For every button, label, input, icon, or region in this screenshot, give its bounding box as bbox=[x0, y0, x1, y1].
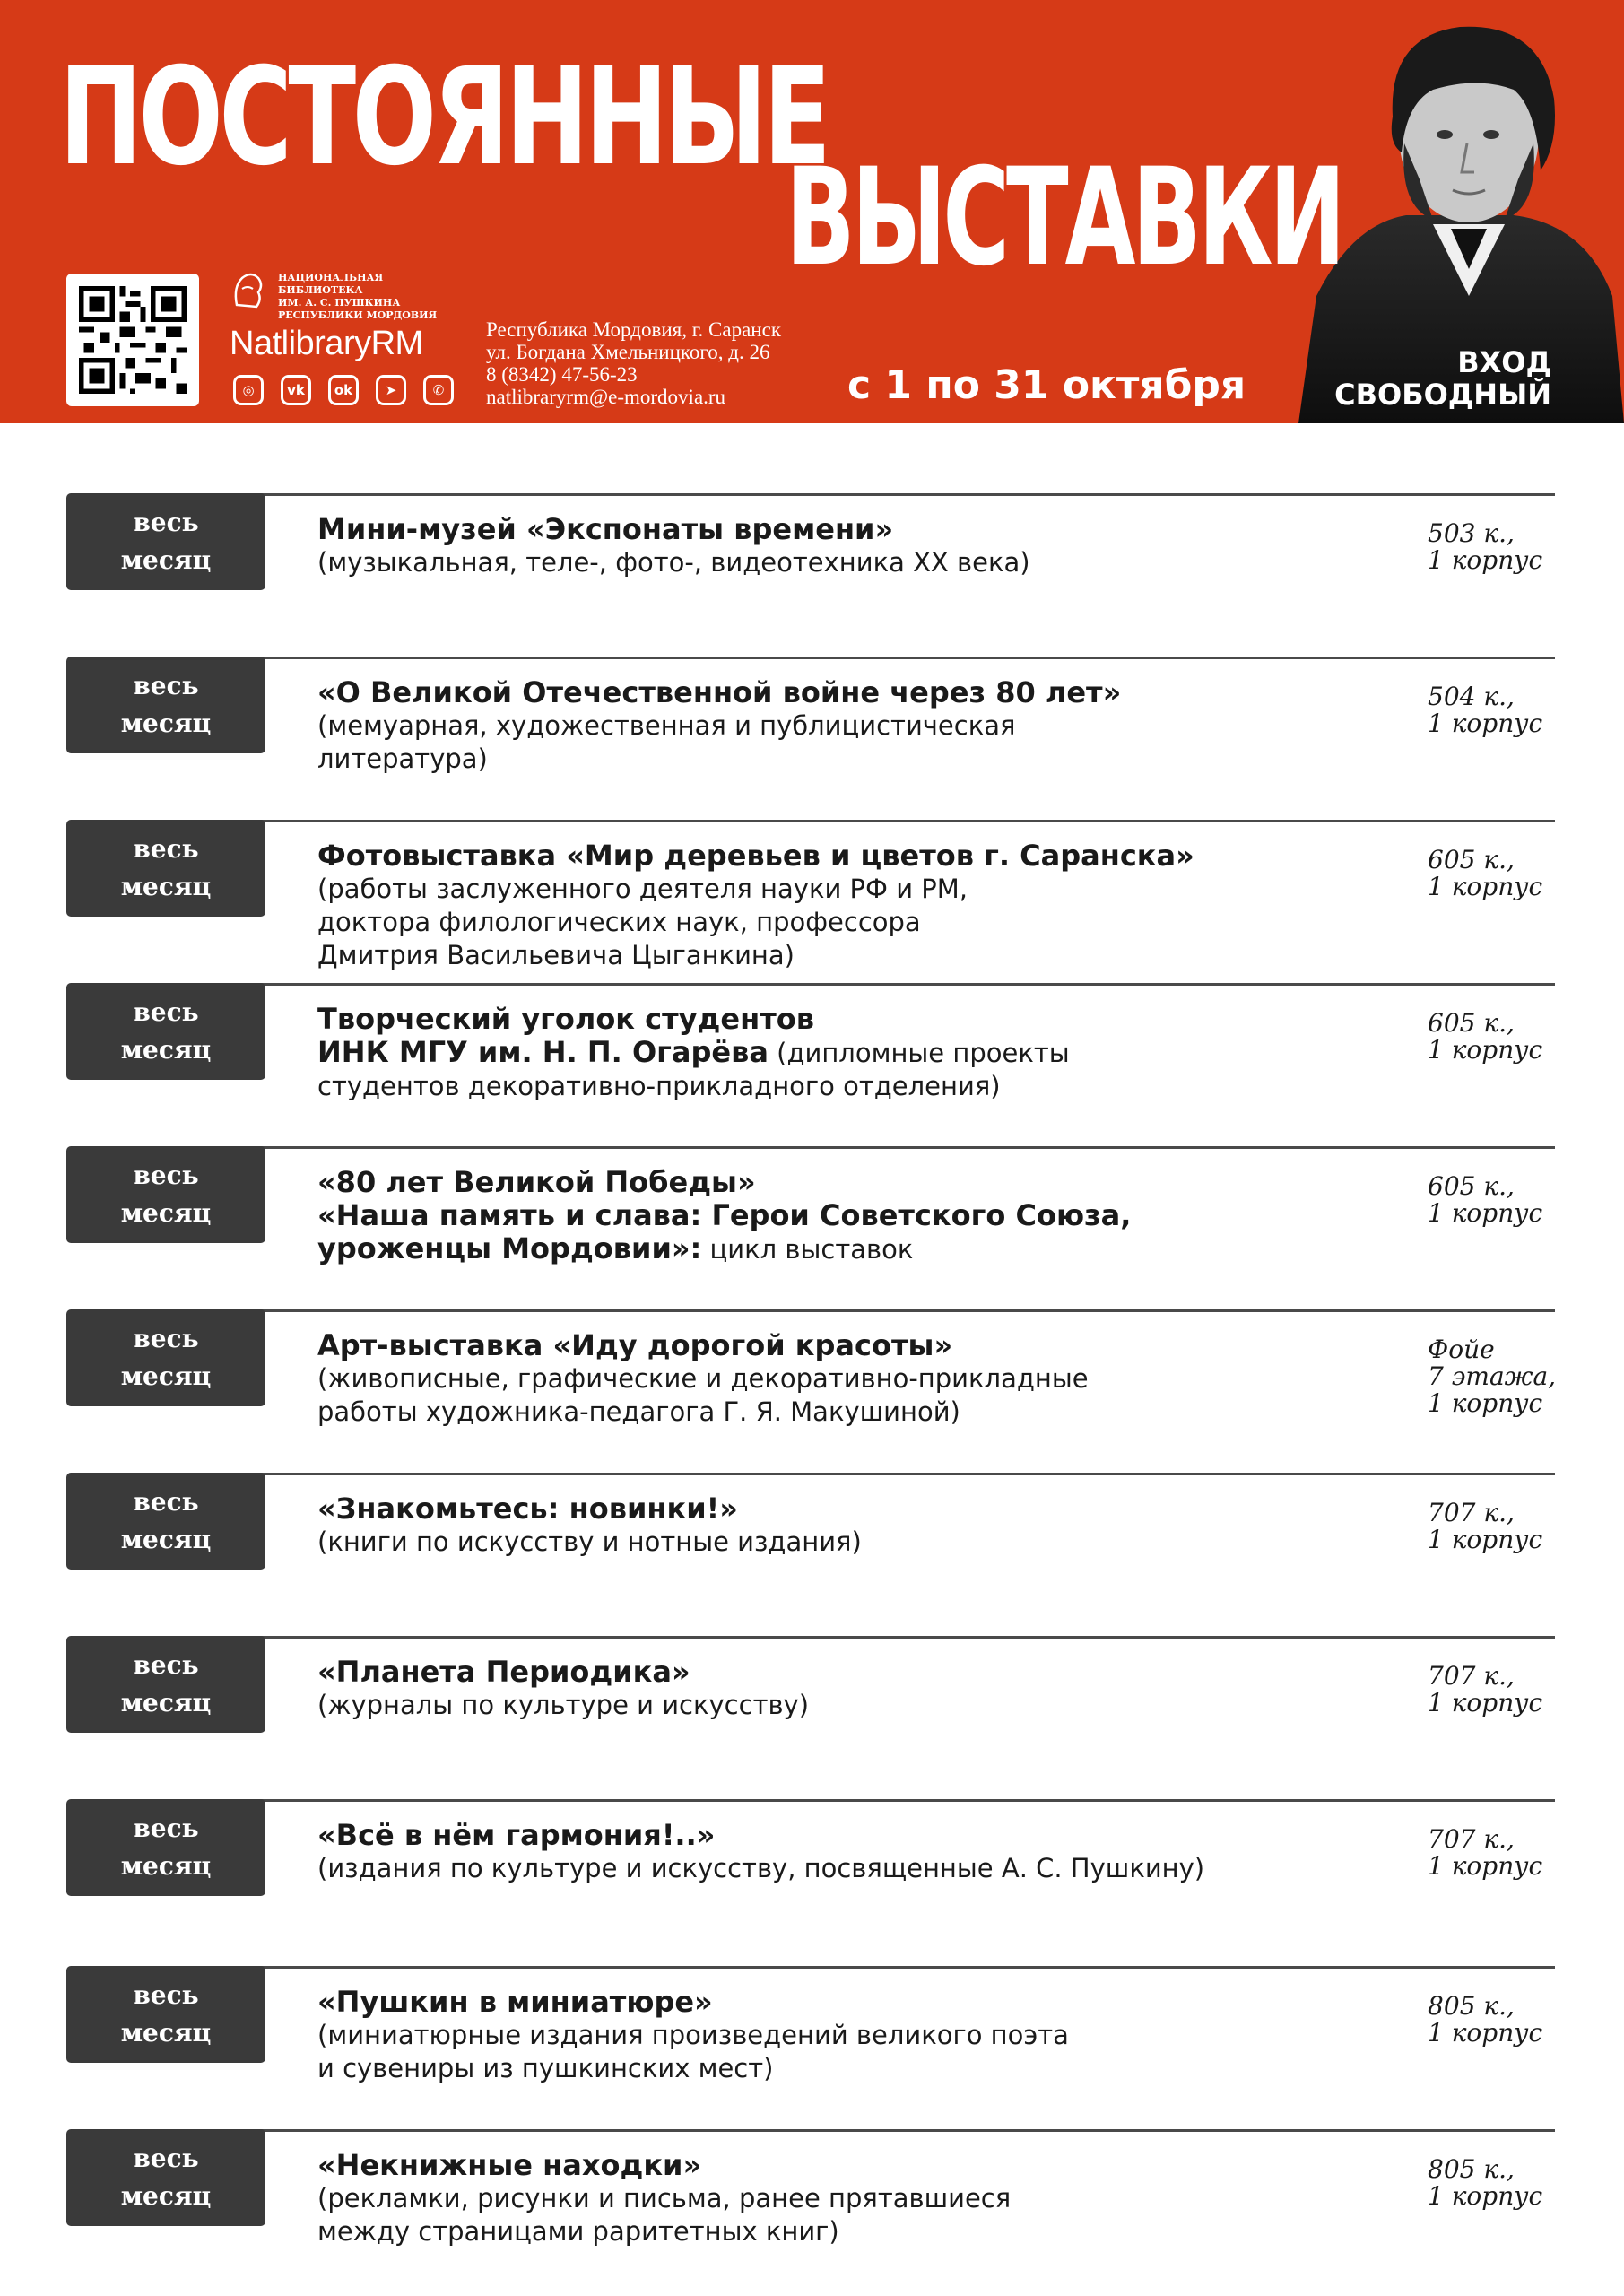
exhibition-description: «Всё в нём гармония!..» (издания по культуре и искусству, посвященные А. С. Пушкину) bbox=[317, 1819, 1447, 1885]
row-divider bbox=[192, 657, 1555, 659]
exhibition-title: «Пушкин в миниатюре» bbox=[317, 1985, 713, 2019]
exhibition-title: «Наша память и слава: Герои Советского Союза, bbox=[317, 1198, 1132, 1232]
exhibition-title: Арт-выставка «Иду дорогой красоты» bbox=[317, 1328, 953, 1362]
row-divider bbox=[192, 983, 1555, 986]
free-entry-label: ВХОД СВОБОДНЫЙ bbox=[1334, 345, 1551, 412]
exhibition-title: Творческий уголок студентов bbox=[317, 1002, 814, 1036]
exhibition-row bbox=[66, 1473, 1555, 1616]
row-divider bbox=[192, 2129, 1555, 2132]
row-divider bbox=[192, 1966, 1555, 1969]
period-badge: весь месяц bbox=[66, 1309, 265, 1406]
period-badge: весь месяц bbox=[66, 1799, 265, 1896]
row-divider bbox=[192, 1146, 1555, 1149]
exhibition-title: Фотовыставка «Мир деревьев и цветов г. Саранска» bbox=[317, 839, 1194, 873]
exhibition-description: Арт-выставка «Иду дорогой красоты» (живописные, графические и декоративно-прикладные работы художника-педагога Г. Я. Макушиной) bbox=[317, 1329, 1447, 1429]
exhibition-description: «Пушкин в миниатюре» (миниатюрные издания произведений великого поэта и сувениры из пушкинских мест) bbox=[317, 1986, 1447, 2085]
exhibition-row bbox=[66, 1146, 1555, 1290]
title-line-1: ПОСТОЯННЫЕ bbox=[59, 39, 828, 196]
library-name: НАЦИОНАЛЬНАЯ БИБЛИОТЕКА ИМ. А. С. ПУШКИНА РЕСПУБЛИКИ МОРДОВИЯ bbox=[278, 272, 438, 321]
exhibition-description: «Планета Периодика» (журналы по культуре и искусству) bbox=[317, 1656, 1447, 1722]
exhibition-location: 605 к., 1 корпус bbox=[1428, 1171, 1543, 1228]
odnoklassniki-icon[interactable]: ok bbox=[328, 375, 359, 405]
globe-icon[interactable]: ◎ bbox=[233, 375, 264, 405]
library-brand bbox=[230, 269, 465, 413]
exhibition-title: «Планета Периодика» bbox=[317, 1655, 690, 1689]
exhibition-location: 504 к., 1 корпус bbox=[1428, 682, 1543, 738]
period-badge: весь месяц bbox=[66, 2129, 265, 2226]
social-links bbox=[233, 375, 454, 405]
title-line-2: ВЫСТАВКИ bbox=[786, 140, 1342, 296]
exhibition-description: Фотовыставка «Мир деревьев и цветов г. Саранска» (работы заслуженного деятеля науки РФ и РМ, доктора филологических наук, профессора Дмитрия Васильевича Цыганкина) bbox=[317, 839, 1447, 972]
library-handle: NatlibraryRM bbox=[230, 325, 423, 362]
exhibition-title: Мини-музей «Экспонаты времени» bbox=[317, 512, 894, 546]
period-badge: весь месяц bbox=[66, 1146, 265, 1243]
exhibition-title: «О Великой Отечественной войне через 80 лет» bbox=[317, 675, 1122, 709]
exhibition-location: 805 к., 1 корпус bbox=[1428, 2154, 1543, 2211]
exhibition-row bbox=[66, 1309, 1555, 1453]
row-divider bbox=[192, 1309, 1555, 1312]
exhibition-title: уроженцы Мордовии»: bbox=[317, 1231, 702, 1265]
period-badge: весь месяц bbox=[66, 657, 265, 753]
exhibition-title: «Знакомьтесь: новинки!» bbox=[317, 1492, 738, 1526]
exhibition-row bbox=[66, 2129, 1555, 2273]
row-divider bbox=[192, 493, 1555, 496]
exhibition-location: 805 к., 1 корпус bbox=[1428, 1991, 1543, 2048]
exhibition-title: «80 лет Великой Победы» bbox=[317, 1165, 756, 1199]
exhibition-row bbox=[66, 820, 1555, 970]
exhibition-location: Фойе 7 этажа, 1 корпус bbox=[1428, 1335, 1557, 1418]
row-divider bbox=[192, 1799, 1555, 1802]
period-badge: весь месяц bbox=[66, 1636, 265, 1733]
exhibition-description: «Некнижные находки» (рекламки, рисунки и письма, ранее прятавшиеся между страницами раритетных книг) bbox=[317, 2149, 1447, 2248]
row-divider bbox=[192, 820, 1555, 822]
exhibition-title: «Всё в нём гармония!..» bbox=[317, 1818, 716, 1852]
period-badge: весь месяц bbox=[66, 983, 265, 1080]
exhibition-location: 605 к., 1 корпус bbox=[1428, 845, 1543, 901]
exhibition-row bbox=[66, 1799, 1555, 1943]
exhibition-row bbox=[66, 657, 1555, 800]
telegram-icon[interactable]: ➤ bbox=[376, 375, 406, 405]
viber-icon[interactable]: ✆ bbox=[423, 375, 454, 405]
exhibition-location: 707 к., 1 корпус bbox=[1428, 1498, 1543, 1554]
row-divider bbox=[192, 1636, 1555, 1639]
exhibition-row bbox=[66, 983, 1555, 1126]
period-badge: весь месяц bbox=[66, 493, 265, 590]
exhibition-row bbox=[66, 493, 1555, 637]
period-badge: весь месяц bbox=[66, 1473, 265, 1570]
exhibition-row bbox=[66, 1966, 1555, 2109]
period-badge: весь месяц bbox=[66, 1966, 265, 2063]
exhibition-location: 605 к., 1 корпус bbox=[1428, 1008, 1543, 1065]
exhibition-title: «Некнижные находки» bbox=[317, 2148, 702, 2182]
contact-address: Республика Мордовия, г. Саранск ул. Богдана Хмельницкого, д. 26 8 (8342) 47-56-23 natlibraryrm@e-mordovia.ru bbox=[486, 318, 781, 408]
exhibition-location: 707 к., 1 корпус bbox=[1428, 1824, 1543, 1881]
period-badge: весь месяц bbox=[66, 820, 265, 917]
vk-icon[interactable]: vk bbox=[281, 375, 311, 405]
exhibition-description: «Знакомьтесь: новинки!» (книги по искусству и нотные издания) bbox=[317, 1492, 1447, 1559]
library-logo-icon bbox=[230, 269, 265, 312]
exhibition-location: 503 к., 1 корпус bbox=[1428, 518, 1543, 575]
exhibition-description: «О Великой Отечественной войне через 80 лет» (мемуарная, художественная и публицистическая литература) bbox=[317, 676, 1447, 776]
email-link[interactable]: natlibraryrm@e-mordovia.ru bbox=[486, 386, 726, 408]
exhibition-title: ИНК МГУ им. Н. П. Огарёва bbox=[317, 1035, 769, 1069]
qr-code[interactable] bbox=[66, 274, 199, 406]
exhibition-description: Мини-музей «Экспонаты времени» (музыкальная, теле-, фото-, видеотехника XX века) bbox=[317, 513, 1447, 579]
exhibition-description: Творческий уголок студентов ИНК МГУ им. Н. П. Огарёва (дипломные проекты студентов декоративно-прикладного отделения) bbox=[317, 1003, 1447, 1103]
date-range: с 1 по 31 октября bbox=[847, 362, 1246, 408]
row-divider bbox=[192, 1473, 1555, 1475]
exhibition-description: «80 лет Великой Победы» «Наша память и слава: Герои Советского Союза, уроженцы Мордовии»: цикл выставок bbox=[317, 1166, 1447, 1266]
exhibition-location: 707 к., 1 корпус bbox=[1428, 1661, 1543, 1718]
header-banner bbox=[0, 0, 1624, 423]
exhibition-row bbox=[66, 1636, 1555, 1779]
